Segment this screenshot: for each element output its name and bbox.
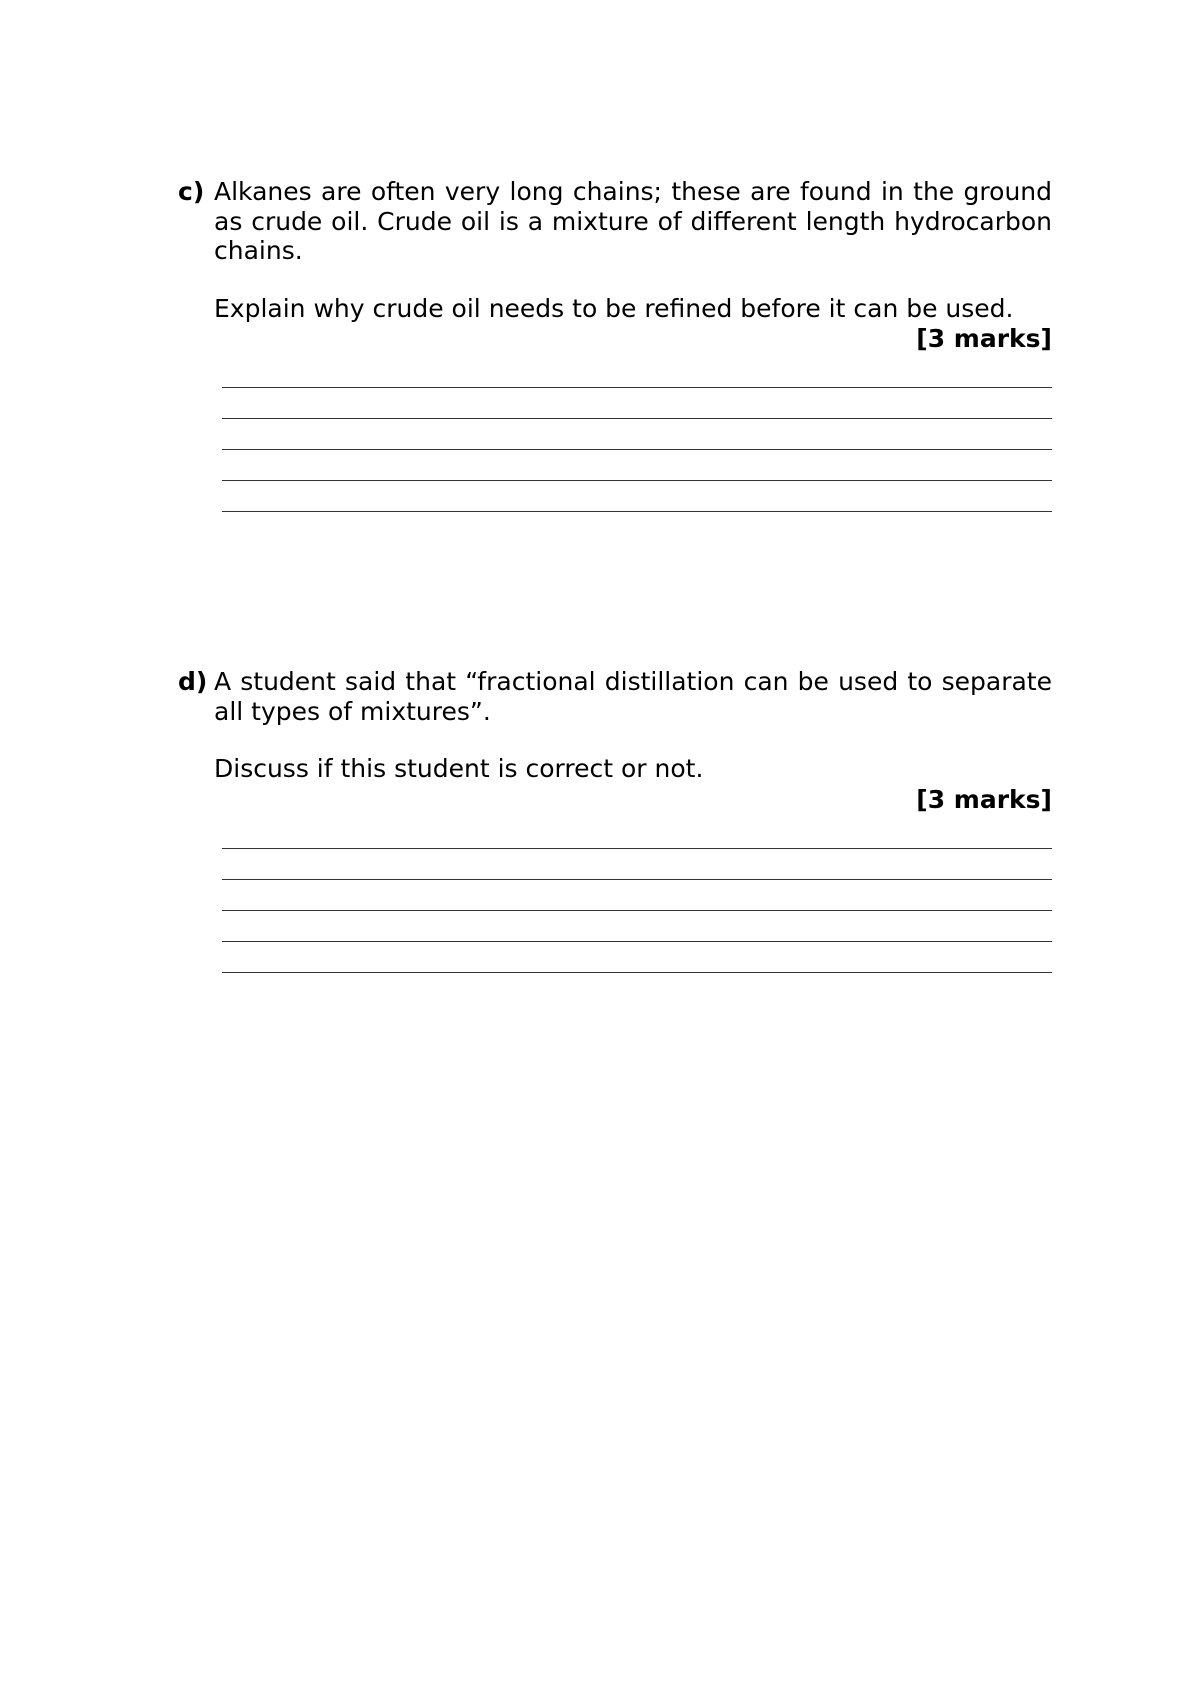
question-d-answer-area xyxy=(222,818,1052,973)
question-c xyxy=(178,177,1052,512)
question-d-marks: [3 marks] xyxy=(916,784,1052,814)
question-c-answer-area xyxy=(222,357,1052,512)
question-c-row xyxy=(178,177,1052,512)
question-d-row xyxy=(178,667,1052,973)
answer-line[interactable] xyxy=(222,880,1052,911)
answer-line[interactable] xyxy=(222,818,1052,849)
question-d-prompt: Discuss if this student is correct or not. xyxy=(214,754,704,783)
question-d xyxy=(178,667,1052,973)
answer-line[interactable] xyxy=(222,911,1052,942)
answer-line[interactable] xyxy=(222,450,1052,481)
question-c-marks: [3 marks] xyxy=(916,324,1052,353)
question-d-letter: d) xyxy=(178,667,208,696)
answer-line[interactable] xyxy=(222,481,1052,512)
answer-line[interactable] xyxy=(222,849,1052,880)
question-c-body xyxy=(214,177,1052,512)
question-d-text: A student said that “fractional distillation can be used to separate all types of mixtures”. xyxy=(214,667,1052,726)
answer-line[interactable] xyxy=(222,388,1052,419)
answer-line[interactable] xyxy=(222,419,1052,450)
answer-line[interactable] xyxy=(222,357,1052,388)
question-d-body xyxy=(214,667,1052,973)
question-c-text: Alkanes are often very long chains; these are found in the ground as crude oil. Crude oil is a mixture of different length hydrocarbon chains. xyxy=(214,177,1052,265)
question-c-letter: c) xyxy=(178,177,205,206)
question-c-prompt: Explain why crude oil needs to be refined before it can be used. xyxy=(214,293,1014,323)
answer-line[interactable] xyxy=(222,942,1052,973)
